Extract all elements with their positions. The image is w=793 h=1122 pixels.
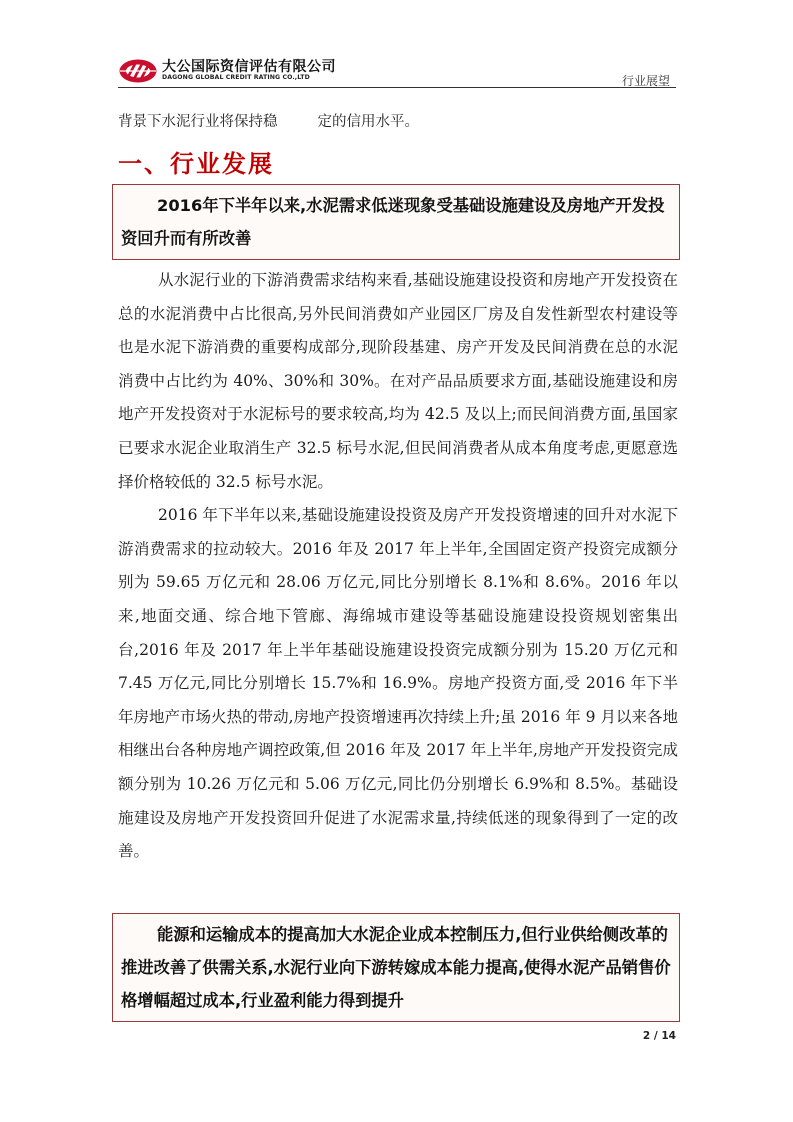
callout-text: 能源和运输成本的提高加大水泥企业成本控制压力,但行业供给侧改革的推进改善了供需关系,水泥行业向下游转嫁成本能力提高,使得水泥产品销售价格增幅超过成本,行业盈利能力得到提升 <box>121 925 671 1010</box>
callout-text: 2016年下半年以来,水泥需求低迷现象受基础设施建设及房地产开发投资回升而有所改善 <box>121 196 665 248</box>
header-divider <box>118 87 676 88</box>
section-title: 一、行业发展 <box>118 150 274 178</box>
key-finding-callout <box>112 913 680 1022</box>
company-name-cn: 大公国际资信评估有限公司 <box>162 59 336 75</box>
key-finding-callout <box>112 184 680 260</box>
page-number: 2 / 14 <box>642 1030 676 1042</box>
continued-text-part-2: 定的信用水平。 <box>317 114 419 130</box>
continued-text-part-1: 背景下水泥行业将保持稳 <box>118 114 278 130</box>
paragraph: 2016 年下半年以来,基础设施建设投资及房产开发投资增速的回升对水泥下游消费需求的拉动较大。2016 年及 2017 年上半年,全国固定资产投资完成额分别为 59.65 万亿元和 28.06 万亿元,同比分别增长 8.1%和 8.6%。2016 年以来,地面交通、综合地下管廊、海绵城市建设等基础设施建设投资规划密集出台,2016 年及 2017 年上半年基础设施建设投资完成额分别为 15.20 万亿元和 7.45 万亿元,同比分别增长 15.7%和 16.9%。房地产投资方面,受 2016 年下半年房地产市场火热的带动,房地产投资增速再次持续上升;虽 2016 年 9 月以来各地相继出台各种房地产调控政策,但 2016 年及 2017 年上半年,房地产开发投资完成额分别为 10.26 万亿元和 5.06 万亿元,同比仍分别增长 6.9%和 8.5%。基础设施建设及房地产开发投资回升促进了水泥需求量,持续低迷的现象得到了一定的改善。 <box>118 506 678 861</box>
continued-text-line <box>118 110 678 134</box>
paragraph: 从水泥行业的下游消费需求结构来看,基础设施建设投资和房地产开发投资在总的水泥消费中占比很高,另外民间消费如产业园区厂房及自发性新型农村建设等也是水泥下游消费的重要构成部分,现阶段基建、房产开发及民间消费在总的水泥消费中占比约为 40%、30%和 30%。在对产品品质要求方面,基础设施建设和房地产开发投资对于水泥标号的要求较高,均为 42.5 及以上;而民间消费方面,虽国家已要求水泥企业取消生产 32.5 标号水泥,但民间消费者从成本角度考虑,更愿意选择价格较低的 32.5 标号水泥。 <box>118 271 678 491</box>
section-tag: 行业展望 <box>621 74 670 88</box>
company-name-en: DAGONG GLOBAL CREDIT RATING CO.,LTD <box>162 74 310 81</box>
body-text <box>118 264 678 869</box>
dagong-logo-icon <box>118 58 158 84</box>
page-header <box>118 50 676 90</box>
